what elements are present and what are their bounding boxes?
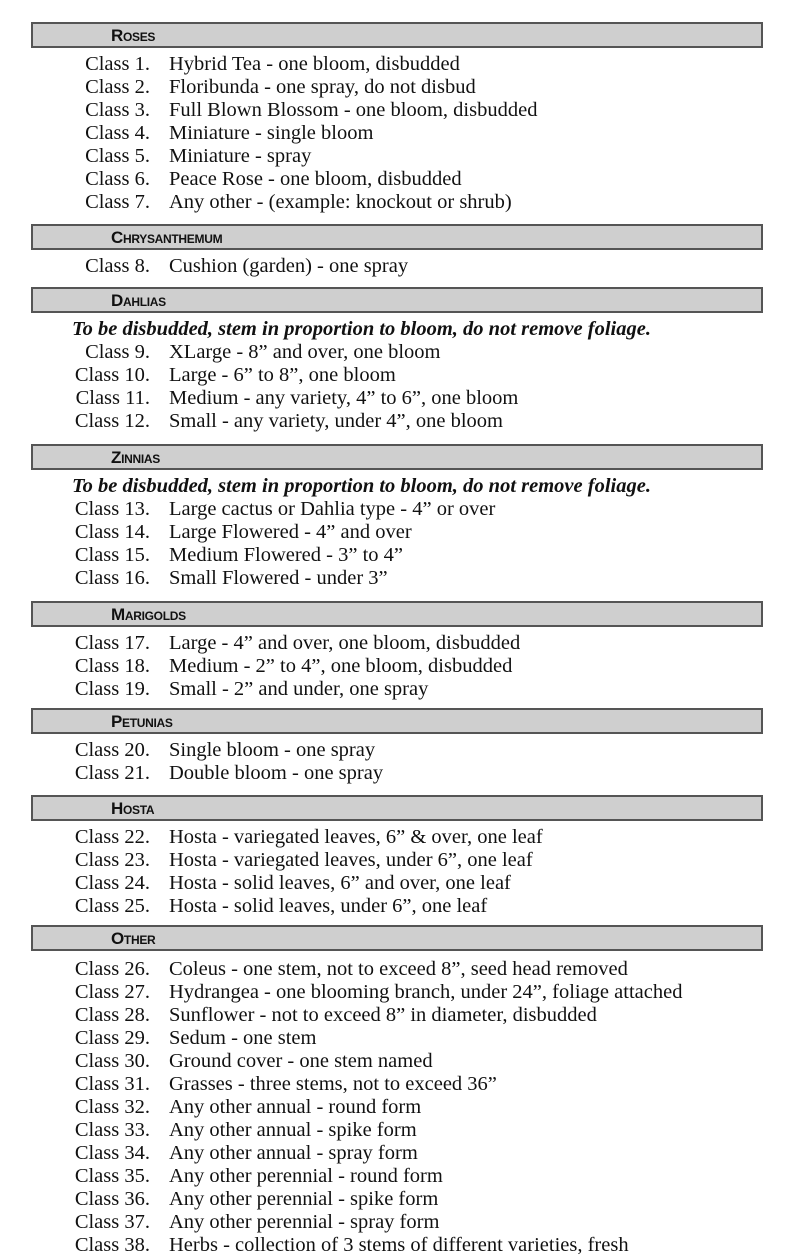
class-description: Medium Flowered - 3” to 4” [169,544,403,566]
class-number: Class 18. [74,655,150,677]
class-number: Class 2. [85,76,150,98]
class-description: Peace Rose - one bloom, disbudded [169,168,462,190]
class-number: Class 1. [85,53,150,75]
class-number: Class 20. [74,739,150,761]
class-number: Class 31. [74,1073,150,1095]
class-description: Hydrangea - one blooming branch, under 24”, foliage attached [169,981,683,1003]
class-description: Sunflower - not to exceed 8” in diameter, disbudded [169,1004,597,1026]
class-row [0,99,798,122]
class-row [0,567,798,590]
class-description: Large cactus or Dahlia type - 4” or over [169,498,496,520]
class-description: Floribunda - one spray, do not disbud [169,76,476,98]
class-row [0,958,798,981]
class-row [0,826,798,849]
section-header [31,925,763,951]
class-number: Class 16. [74,567,150,589]
class-row [0,981,798,1004]
class-number: Class 17. [74,632,150,654]
section-header [31,224,763,250]
class-number: Class 38. [74,1234,150,1256]
class-row [0,341,798,364]
class-row [0,849,798,872]
class-description: Grasses - three stems, not to exceed 36” [169,1073,497,1095]
section-header [31,444,763,470]
class-row [0,762,798,785]
class-description: Any other annual - spike form [169,1119,417,1141]
class-number: Class 22. [74,826,150,848]
class-row [0,739,798,762]
class-number: Class 32. [74,1096,150,1118]
class-description: Large Flowered - 4” and over [169,521,412,543]
section-header [31,795,763,821]
class-description: Any other annual - round form [169,1096,422,1118]
section-title: Petunias [111,712,173,731]
class-row [0,678,798,701]
class-row [0,1165,798,1188]
class-description: XLarge - 8” and over, one bloom [169,341,441,363]
class-number: Class 27. [74,981,150,1003]
class-row [0,655,798,678]
class-description: Medium - any variety, 4” to 6”, one bloom [169,387,519,409]
class-number: Class 28. [74,1004,150,1026]
class-description: Single bloom - one spray [169,739,376,761]
class-number: Class 33. [74,1119,150,1141]
class-number: Class 34. [74,1142,150,1164]
class-row [0,410,798,433]
class-number: Class 26. [74,958,150,980]
class-row [0,1096,798,1119]
class-number: Class 19. [74,678,150,700]
class-number: Class 5. [85,145,150,167]
class-row [0,895,798,918]
class-number: Class 12. [74,410,150,432]
class-description: Any other perennial - spike form [169,1188,439,1210]
class-number: Class 15. [74,544,150,566]
section-header [31,22,763,48]
class-number: Class 21. [74,762,150,784]
class-row [0,1050,798,1073]
class-number: Class 6. [85,168,150,190]
class-description: Cushion (garden) - one spray [169,255,409,277]
class-description: Miniature - single bloom [169,122,374,144]
class-number: Class 7. [85,191,150,213]
class-row [0,544,798,567]
section-header [31,287,763,313]
class-number: Class 37. [74,1211,150,1233]
class-row [0,1211,798,1234]
section-title: Marigolds [111,605,186,624]
class-row [0,1188,798,1211]
section-note: To be disbudded, stem in proportion to bloom, do not remove foliage. [72,475,651,497]
class-row [0,387,798,410]
class-description: Hybrid Tea - one bloom, disbudded [169,53,460,75]
class-row [0,872,798,895]
class-number: Class 13. [74,498,150,520]
class-number: Class 30. [74,1050,150,1072]
class-number: Class 9. [85,341,150,363]
class-row [0,1234,798,1257]
class-description: Any other perennial - round form [169,1165,443,1187]
section-note: To be disbudded, stem in proportion to bloom, do not remove foliage. [72,318,651,340]
class-number: Class 8. [85,255,150,277]
class-row [0,53,798,76]
class-description: Any other annual - spray form [169,1142,418,1164]
class-description: Herbs - collection of 3 stems of different varieties, fresh [169,1234,629,1256]
class-number: Class 36. [74,1188,150,1210]
class-row [0,632,798,655]
section-header [31,708,763,734]
class-description: Any other perennial - spray form [169,1211,440,1233]
class-description: Double bloom - one spray [169,762,384,784]
section-title: Dahlias [111,291,166,310]
class-description: Large - 6” to 8”, one bloom [169,364,396,386]
class-row [0,255,798,278]
class-number: Class 29. [74,1027,150,1049]
class-number: Class 24. [74,872,150,894]
class-description: Miniature - spray [169,145,312,167]
class-description: Hosta - variegated leaves, 6” & over, one leaf [169,826,543,848]
class-row [0,168,798,191]
class-row [0,521,798,544]
class-number: Class 35. [74,1165,150,1187]
class-number: Class 4. [85,122,150,144]
class-description: Any other - (example: knockout or shrub) [169,191,512,213]
class-number: Class 14. [74,521,150,543]
section-header [31,601,763,627]
class-description: Ground cover - one stem named [169,1050,433,1072]
class-row [0,1004,798,1027]
class-number: Class 25. [74,895,150,917]
class-row [0,1027,798,1050]
class-row [0,191,798,214]
class-description: Sedum - one stem [169,1027,317,1049]
class-description: Small Flowered - under 3” [169,567,388,589]
class-description: Coleus - one stem, not to exceed 8”, seed head removed [169,958,628,980]
class-description: Hosta - variegated leaves, under 6”, one leaf [169,849,533,871]
section-title: Other [111,929,156,948]
section-title: Chrysanthemum [111,228,223,247]
class-row [0,498,798,521]
class-row [0,1073,798,1096]
class-description: Full Blown Blossom - one bloom, disbudded [169,99,538,121]
class-number: Class 11. [75,387,150,409]
section-title: Hosta [111,799,155,818]
class-row [0,1119,798,1142]
class-number: Class 10. [74,364,150,386]
class-row [0,76,798,99]
class-description: Hosta - solid leaves, under 6”, one leaf [169,895,488,917]
class-description: Large - 4” and over, one bloom, disbudded [169,632,521,654]
section-title: Roses [111,26,156,45]
class-description: Hosta - solid leaves, 6” and over, one leaf [169,872,511,894]
class-row [0,122,798,145]
class-number: Class 23. [74,849,150,871]
class-row [0,1142,798,1165]
class-row [0,145,798,168]
class-description: Small - 2” and under, one spray [169,678,429,700]
class-description: Small - any variety, under 4”, one bloom [169,410,503,432]
section-title: Zinnias [111,448,160,467]
class-description: Medium - 2” to 4”, one bloom, disbudded [169,655,513,677]
class-row [0,364,798,387]
class-number: Class 3. [85,99,150,121]
